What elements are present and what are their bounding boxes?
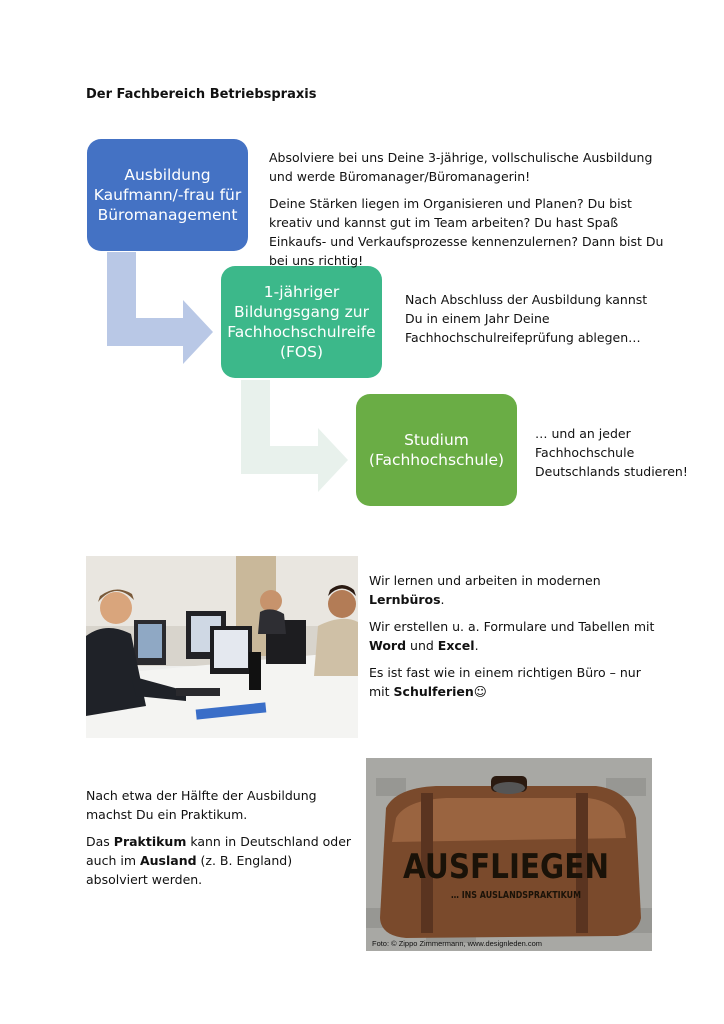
smiley-icon: ☺ <box>473 684 487 699</box>
lernbuero-paragraph-3 <box>369 663 659 701</box>
lernbuero-p1-pre: Wir lernen und arbeiten in modernen <box>369 573 601 588</box>
fos-text: Nach Abschluss der Ausbildung kannst Du in einem Jahr Deine Fachhochschulreifeprüfung ablegen… <box>405 292 648 345</box>
step2-line4: (FOS) <box>279 343 324 361</box>
lernbuero-p2-excel: Excel <box>437 638 475 653</box>
suitcase-photo <box>366 758 652 951</box>
photo-credit: Foto: © Zippo Zimmermann, www.designleden.com <box>372 941 532 948</box>
lernbuero-p2-word: Word <box>369 638 407 653</box>
arrow-1 <box>107 252 213 364</box>
step2-line2: Bildungsgang zur <box>234 303 369 321</box>
step3-line1: Studium <box>404 431 469 449</box>
studium-text: … und an jeder Fachhochschule Deutschlands studieren! <box>535 426 688 479</box>
step-fos <box>221 266 382 378</box>
lernbuero-p1-bold: Lernbüros <box>369 592 441 607</box>
step2-line3: Fachhochschulreife <box>227 323 376 341</box>
step1-line3: Büromanagement <box>97 206 238 224</box>
praktikum-p2-pre: Das <box>86 834 114 849</box>
lernbuero-p3-bold: Schulferien <box>393 684 474 699</box>
page-title: Der Fachbereich Betriebspraxis <box>86 87 317 102</box>
ausbildung-paragraph-2: Deine Stärken liegen im Organisieren und Planen? Du bist kreativ und kannst gut im Team arbeiten? Du hast Spaß Einkaufs- und Verkaufsprozesse kennenzulernen? Dann bist Du bei uns richtig! <box>269 196 664 268</box>
lernbuero-p2-mid: und <box>406 638 438 653</box>
step1-line1: Ausbildung <box>124 166 211 184</box>
lernbuero-p2-pre: Wir erstellen u. a. Formulare und Tabellen mit <box>369 619 655 634</box>
praktikum-paragraph-1: Nach etwa der Hälfte der Ausbildung machst Du ein Praktikum. <box>86 788 317 822</box>
step3-line2: (Fachhochschule) <box>368 451 505 469</box>
praktikum-paragraph-2 <box>86 832 356 889</box>
praktikum-p2-mid: kann in Deutschland oder auch im <box>86 834 352 868</box>
lernbuero-photo <box>86 556 358 738</box>
suitcase-title: AUSFLIEGEN <box>403 847 609 887</box>
lernbuero-text <box>369 571 659 709</box>
lernbuero-p2-post: . <box>474 638 479 653</box>
praktikum-p2-ausland: Ausland <box>139 853 197 868</box>
step2-line1: 1-jähriger <box>263 283 340 301</box>
lernbuero-paragraph-2 <box>369 617 659 655</box>
step-studium <box>356 394 517 506</box>
lernbuero-paragraph-1 <box>369 571 659 609</box>
praktikum-p2-post: (z. B. England) absolviert werden. <box>86 853 293 887</box>
praktikum-text <box>86 786 356 897</box>
step-ausbildung <box>87 139 248 251</box>
step1-line2: Kaufmann/-frau für <box>93 186 242 204</box>
arrow-2 <box>241 380 348 492</box>
lernbuero-p1-post: . <box>440 592 445 607</box>
suitcase-subtitle: … INS AUSLANDSPRAKTIKUM <box>451 890 582 901</box>
ausbildung-paragraph-1: Absolviere bei uns Deine 3-jährige, vollschulische Ausbildung und werde Büromanager/Büromanagerin! <box>269 150 653 184</box>
praktikum-p2-bold: Praktikum <box>113 834 187 849</box>
lernbuero-p3-pre: Es ist fast wie in einem richtigen Büro – nur mit <box>369 665 641 699</box>
ausbildung-text <box>269 148 669 278</box>
